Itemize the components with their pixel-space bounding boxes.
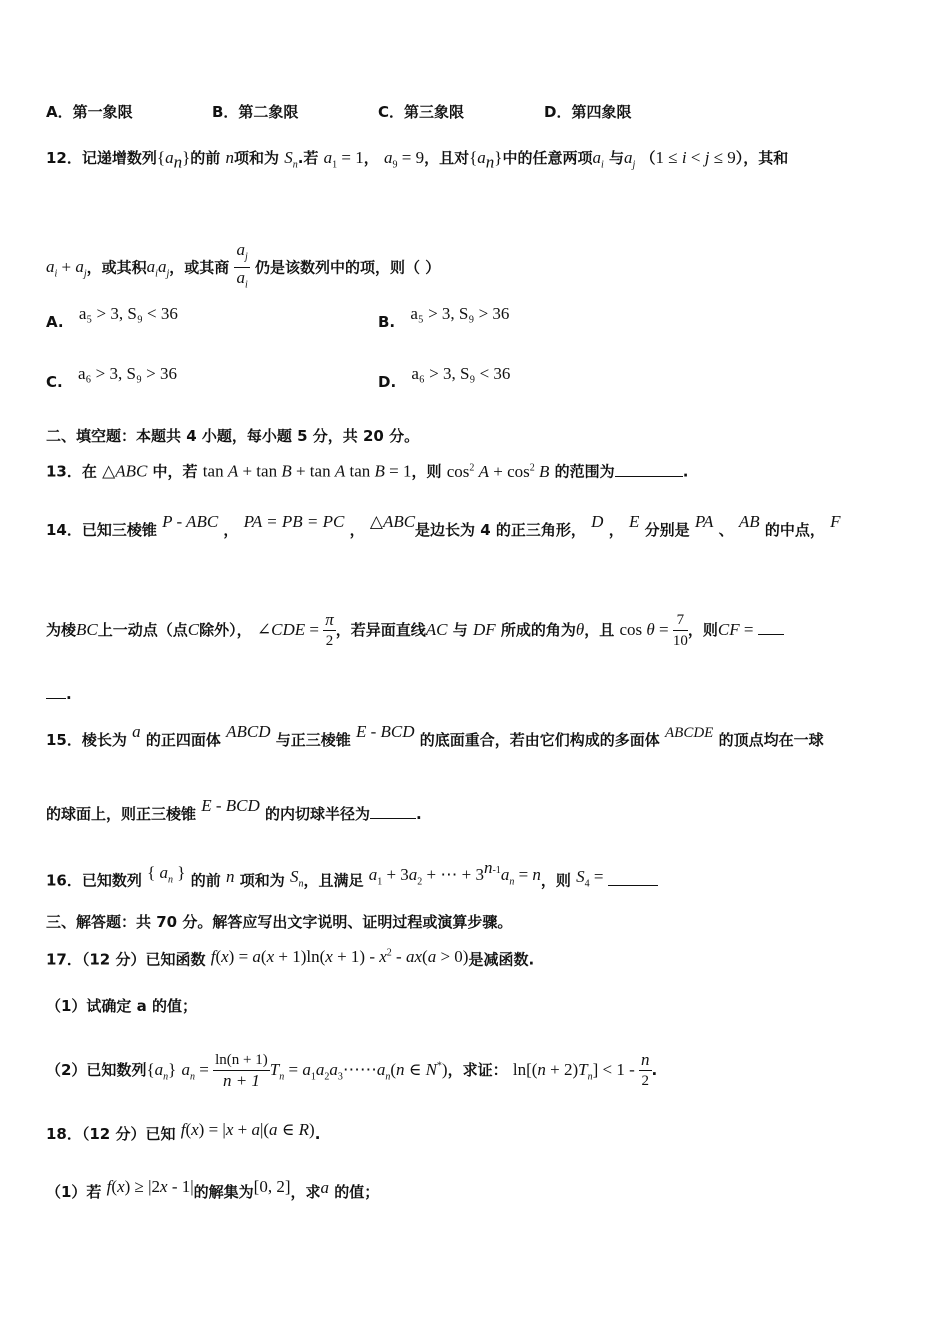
section-heading-answer: 三、解答题：共 70 分。解答应写出文字说明、证明过程或演算步骤。	[46, 913, 513, 931]
q13-line: 13．在 △ABC 中，若 tan A + tan B + tan A tan B = 1，则 $\cos^2 A + \cos^2 B$ 的范围为 .	[46, 461, 689, 481]
q16-line: 16．已知数列 { $a_n$ } 的前 n 项和为 $S_n$，且满足 $a_1 + 3a_2$ + ⋯ + $3^{n-1}a_n = n$，则 $S_4$ =	[46, 864, 658, 898]
q17-part2: （2）已知数列$\{a_n\} a_n$ = $\frac{\ln(n + 1)}{n + 1}$ $T_n$ = $a_1a_2a_3\cdots\cdots a_n(n$ ∈ N*)，求证： $\ln[(n + 2)T_n] < 1$ - $\frac{n}{2}$ .	[46, 1050, 658, 1090]
q12-line1: 12．记递增数列$\{a_n\}$的前 n项和为 $S_n$.若 $a_1 = 1$， $a_9 = 9$，且对$\{a_n\}$中的任意两项$a_i$ 与$a_j$ （1 ≤ i < j ≤ 9），其和	[46, 148, 789, 172]
fraction-ln-n1-over-n1: $\frac{\ln(n + 1)}{n + 1}$	[215, 1052, 268, 1090]
q18-line: 18．（12 分）已知 f(x) = |x + a|(a ∈ R).	[46, 1120, 321, 1143]
fraction-7-over-10: $\frac{7}{10}$	[672, 612, 688, 649]
q14-answer-blank[interactable]	[758, 620, 784, 635]
q14-line1: 14．已知三棱锥 P - ABC ， PA = PB = PC ， △ABC是边长为 4 的正三角形， D ， E 分别是 PA 、 AB 的中点， F	[46, 512, 841, 539]
q18-number: 18．	[46, 1125, 82, 1143]
q12-option-b: B. a₅ > 3, S₉ > 36	[378, 304, 510, 331]
q15-answer-blank[interactable]	[370, 804, 416, 819]
fraction-pi-over-2: $\frac{\pi}{2}$	[325, 610, 334, 649]
q11-option-a: A．第一象限	[46, 103, 133, 121]
q14-line3: .	[46, 684, 72, 704]
fraction-n-over-2: $\frac{n}{2}$	[641, 1050, 650, 1089]
q14-line2: 为棱BC上一动点（点C除外）， ∠CDE = $\frac{\pi}{2}$ ，若异面直线AC 与 DF 所成的角为θ，且 cos θ = $\frac{7}{10}$ ，则CF =	[46, 610, 784, 651]
q16-answer-blank[interactable]	[608, 871, 658, 886]
q16-number: 16．	[46, 871, 82, 890]
q17-part1: （1）试确定 a 的值；	[46, 997, 198, 1015]
q17-line: 17．（12 分）已知函数 $f(x) = a(x + 1)\ln(x + 1) - x^2 - ax(a > 0)$是减函数.	[46, 946, 535, 969]
q14-answer-blank-continued[interactable]	[46, 684, 66, 699]
q12-option-a: A. a₅ > 3, S₉ < 36	[46, 304, 178, 331]
q11-option-d: D．第四象限	[544, 103, 632, 121]
q14-number: 14．	[46, 521, 82, 539]
q12-line2: $a_i + a_j$，或其积$a_ia_j$，或其商 $\frac{a_j}{a_i}$ 仍是该数列中的项，则（ ）	[46, 240, 440, 296]
section-heading-fill-in: 二、填空题：本题共 4 小题，每小题 5 分，共 20 分。	[46, 427, 420, 445]
q15-line2: 的球面上，则正三棱锥 E - BCD 的内切球半径为 .	[46, 796, 422, 823]
q13-answer-blank[interactable]	[615, 462, 683, 477]
q12-option-d: D. a₆ > 3, S₉ < 36	[378, 364, 511, 391]
q12-number: 12．	[46, 149, 82, 167]
q11-option-c: C．第三象限	[378, 103, 465, 121]
fraction-aj-over-ai: $\frac{a_j}{a_i}$	[236, 240, 248, 291]
q17-number: 17．	[46, 950, 82, 969]
q15-number: 15．	[46, 731, 82, 749]
q15-line1: 15．棱长为 a 的正四面体 ABCD 与正三棱锥 E - BCD 的底面重合，若由它们构成的多面体 ABCDE 的顶点均在一球	[46, 722, 824, 749]
q18-part1: （1）若 f(x) ≥ |2x - 1|的解集为[0, 2]，求a 的值；	[46, 1177, 380, 1201]
q11-option-b: B．第二象限	[212, 103, 299, 121]
q13-number: 13．	[46, 462, 82, 481]
q12-option-c: C. a₆ > 3, S₉ > 36	[46, 364, 177, 391]
